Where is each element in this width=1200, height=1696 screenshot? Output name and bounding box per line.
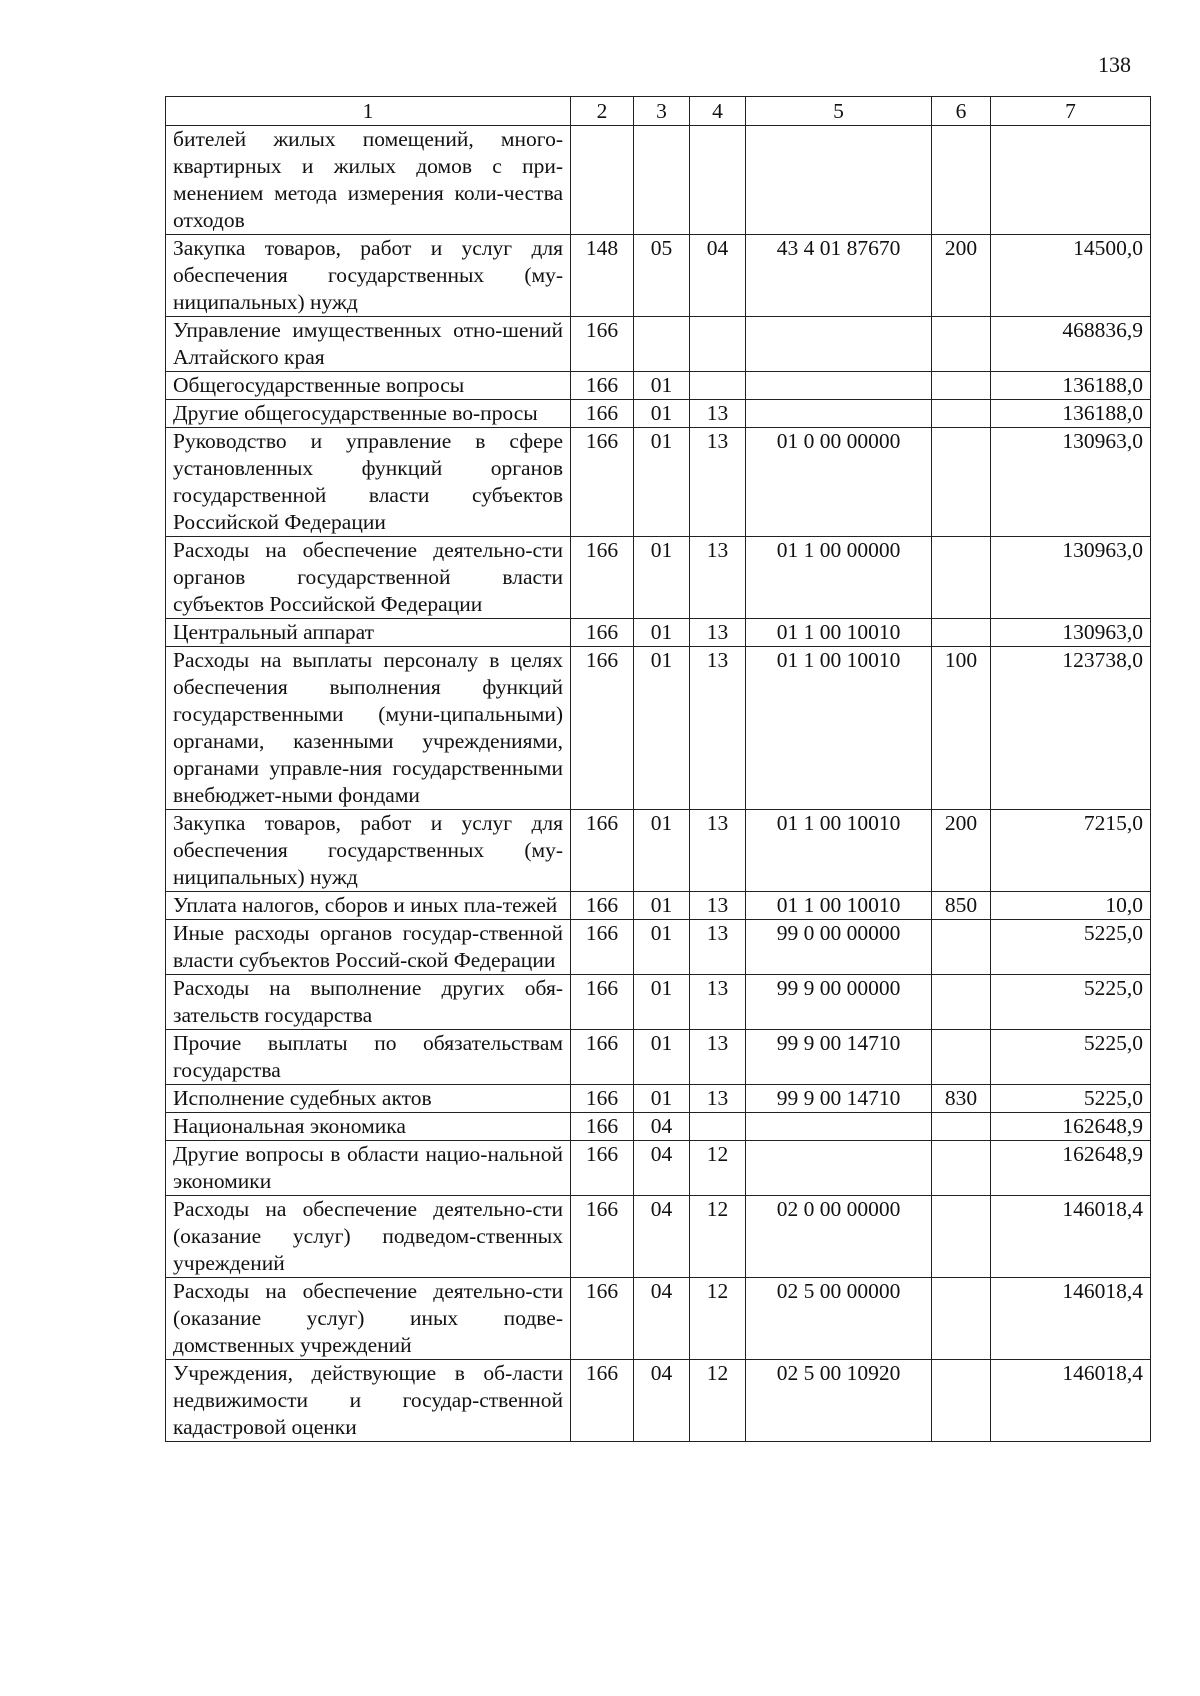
cell-subsection [690, 372, 746, 400]
cell-section: 04 [634, 1196, 690, 1278]
cell-expense-type: 200 [932, 235, 991, 317]
cell-name: Расходы на выполнение других обя-зательств государства [166, 975, 571, 1030]
cell-name: Закупка товаров, работ и услуг для обеспечения государственных (му-ниципальных) нужд [166, 810, 571, 892]
cell-admin-code: 166 [571, 1030, 634, 1085]
cell-subsection [690, 126, 746, 235]
cell-section: 05 [634, 235, 690, 317]
cell-admin-code: 166 [571, 619, 634, 647]
cell-subsection: 13 [690, 537, 746, 619]
cell-admin-code: 166 [571, 400, 634, 428]
cell-expense-type [932, 428, 991, 537]
cell-section: 01 [634, 810, 690, 892]
cell-expense-type [932, 1141, 991, 1196]
table-row [166, 372, 1151, 400]
cell-target-article: 01 1 00 00000 [746, 537, 932, 619]
cell-admin-code: 166 [571, 892, 634, 920]
cell-target-article: 02 0 00 00000 [746, 1196, 932, 1278]
cell-amount: 468836,9 [991, 317, 1151, 372]
cell-expense-type [932, 1113, 991, 1141]
cell-expense-type [932, 317, 991, 372]
cell-section [634, 317, 690, 372]
cell-expense-type [932, 537, 991, 619]
cell-subsection: 12 [690, 1278, 746, 1360]
cell-amount: 130963,0 [991, 428, 1151, 537]
cell-admin-code: 166 [571, 810, 634, 892]
cell-name: Расходы на обеспечение деятельно-сти (оказание услуг) иных подве-домственных учреждений [166, 1278, 571, 1360]
cell-admin-code [571, 126, 634, 235]
cell-subsection: 13 [690, 400, 746, 428]
cell-target-article: 02 5 00 10920 [746, 1360, 932, 1442]
cell-expense-type: 200 [932, 810, 991, 892]
cell-target-article [746, 126, 932, 235]
cell-target-article: 01 1 00 10010 [746, 647, 932, 810]
cell-admin-code: 166 [571, 428, 634, 537]
cell-name: Закупка товаров, работ и услуг для обеспечения государственных (му-ниципальных) нужд [166, 235, 571, 317]
cell-section: 04 [634, 1141, 690, 1196]
cell-name: Национальная экономика [166, 1113, 571, 1141]
table-header [166, 97, 1151, 126]
table-row [166, 126, 1151, 235]
cell-target-article: 43 4 01 87670 [746, 235, 932, 317]
cell-expense-type [932, 400, 991, 428]
cell-expense-type: 850 [932, 892, 991, 920]
cell-subsection [690, 317, 746, 372]
cell-section [634, 126, 690, 235]
table-row [166, 1030, 1151, 1085]
cell-target-article: 01 1 00 10010 [746, 619, 932, 647]
table-row [166, 1085, 1151, 1113]
table-row [166, 810, 1151, 892]
cell-expense-type [932, 975, 991, 1030]
cell-subsection [690, 1113, 746, 1141]
cell-subsection: 13 [690, 892, 746, 920]
cell-admin-code: 166 [571, 1141, 634, 1196]
cell-amount: 162648,9 [991, 1141, 1151, 1196]
cell-expense-type [932, 1360, 991, 1442]
table-row [166, 1278, 1151, 1360]
cell-section: 01 [634, 400, 690, 428]
cell-target-article: 99 9 00 00000 [746, 975, 932, 1030]
cell-name: Другие вопросы в области нацио-нальной экономики [166, 1141, 571, 1196]
cell-admin-code: 166 [571, 1196, 634, 1278]
cell-name: Учреждения, действующие в об-ласти недвижимости и государ-ственной кадастровой оценки [166, 1360, 571, 1442]
cell-amount: 146018,4 [991, 1196, 1151, 1278]
cell-target-article [746, 400, 932, 428]
cell-amount: 162648,9 [991, 1113, 1151, 1141]
cell-subsection: 13 [690, 1030, 746, 1085]
table-body [166, 126, 1151, 1442]
table-row [166, 317, 1151, 372]
page-number: 138 [1098, 52, 1131, 77]
cell-admin-code: 166 [571, 920, 634, 975]
cell-amount: 10,0 [991, 892, 1151, 920]
cell-amount: 123738,0 [991, 647, 1151, 810]
cell-name: Уплата налогов, сборов и иных пла-тежей [166, 892, 571, 920]
cell-expense-type: 100 [932, 647, 991, 810]
cell-admin-code: 166 [571, 317, 634, 372]
table-row [166, 647, 1151, 810]
cell-expense-type [932, 1278, 991, 1360]
table-row [166, 537, 1151, 619]
cell-target-article: 99 9 00 14710 [746, 1085, 932, 1113]
cell-amount: 5225,0 [991, 1085, 1151, 1113]
cell-target-article: 02 5 00 00000 [746, 1278, 932, 1360]
cell-name: Общегосударственные вопросы [166, 372, 571, 400]
cell-expense-type [932, 372, 991, 400]
cell-target-article: 99 0 00 00000 [746, 920, 932, 975]
cell-name: Прочие выплаты по обязательствам государства [166, 1030, 571, 1085]
cell-admin-code: 166 [571, 1278, 634, 1360]
cell-subsection: 13 [690, 428, 746, 537]
cell-section: 01 [634, 428, 690, 537]
cell-section: 01 [634, 975, 690, 1030]
cell-subsection: 13 [690, 810, 746, 892]
cell-subsection: 13 [690, 975, 746, 1030]
cell-section: 01 [634, 892, 690, 920]
cell-target-article: 01 1 00 10010 [746, 810, 932, 892]
cell-admin-code: 166 [571, 975, 634, 1030]
cell-amount: 5225,0 [991, 920, 1151, 975]
cell-subsection: 13 [690, 920, 746, 975]
cell-amount: 7215,0 [991, 810, 1151, 892]
column-header-6: 6 [932, 97, 991, 126]
cell-amount: 5225,0 [991, 975, 1151, 1030]
cell-target-article: 01 0 00 00000 [746, 428, 932, 537]
cell-admin-code: 166 [571, 1113, 634, 1141]
cell-target-article: 99 9 00 14710 [746, 1030, 932, 1085]
cell-expense-type [932, 1196, 991, 1278]
cell-expense-type [932, 920, 991, 975]
cell-amount [991, 126, 1151, 235]
cell-target-article [746, 372, 932, 400]
cell-subsection: 12 [690, 1360, 746, 1442]
cell-admin-code: 166 [571, 1360, 634, 1442]
cell-subsection: 13 [690, 647, 746, 810]
cell-name: Управление имущественных отно-шений Алтайского края [166, 317, 571, 372]
table-row [166, 892, 1151, 920]
table-row [166, 1360, 1151, 1442]
cell-section: 01 [634, 537, 690, 619]
column-header-3: 3 [634, 97, 690, 126]
cell-target-article [746, 317, 932, 372]
table-row [166, 1113, 1151, 1141]
cell-expense-type [932, 1030, 991, 1085]
column-header-4: 4 [690, 97, 746, 126]
header-row [166, 97, 1151, 126]
table-row [166, 975, 1151, 1030]
cell-admin-code: 148 [571, 235, 634, 317]
column-header-2: 2 [571, 97, 634, 126]
cell-amount: 136188,0 [991, 400, 1151, 428]
cell-amount: 130963,0 [991, 619, 1151, 647]
cell-target-article [746, 1141, 932, 1196]
table-row [166, 1141, 1151, 1196]
cell-admin-code: 166 [571, 372, 634, 400]
cell-admin-code: 166 [571, 1085, 634, 1113]
cell-expense-type [932, 126, 991, 235]
cell-amount: 136188,0 [991, 372, 1151, 400]
cell-subsection: 12 [690, 1196, 746, 1278]
column-header-1: 1 [166, 97, 571, 126]
table-row [166, 619, 1151, 647]
cell-amount: 5225,0 [991, 1030, 1151, 1085]
cell-amount: 130963,0 [991, 537, 1151, 619]
cell-name: Исполнение судебных актов [166, 1085, 571, 1113]
cell-section: 04 [634, 1278, 690, 1360]
cell-section: 01 [634, 372, 690, 400]
table-row [166, 1196, 1151, 1278]
cell-subsection: 12 [690, 1141, 746, 1196]
cell-name: Иные расходы органов государ-ственной власти субъектов Россий-ской Федерации [166, 920, 571, 975]
budget-table [165, 96, 1151, 1442]
cell-subsection: 04 [690, 235, 746, 317]
cell-name: бителей жилых помещений, много-квартирных и жилых домов с при-менением метода измерения коли-чества отходов [166, 126, 571, 235]
cell-target-article: 01 1 00 10010 [746, 892, 932, 920]
cell-name: Другие общегосударственные во-просы [166, 400, 571, 428]
cell-section: 04 [634, 1360, 690, 1442]
cell-amount: 146018,4 [991, 1278, 1151, 1360]
cell-name: Центральный аппарат [166, 619, 571, 647]
cell-section: 01 [634, 920, 690, 975]
cell-section: 04 [634, 1113, 690, 1141]
cell-name: Расходы на выплаты персоналу в целях обеспечения выполнения функций государственными (муни-ципальными) органами, казенными учреждениями, органами управле-ния государственными внебюджет-ными фондами [166, 647, 571, 810]
table-row [166, 920, 1151, 975]
cell-subsection: 13 [690, 1085, 746, 1113]
cell-section: 01 [634, 1030, 690, 1085]
column-header-5: 5 [746, 97, 932, 126]
cell-name: Руководство и управление в сфере установленных функций органов государственной власти субъектов Российской Федерации [166, 428, 571, 537]
table-row [166, 400, 1151, 428]
cell-name: Расходы на обеспечение деятельно-сти органов государственной власти субъектов Российской Федерации [166, 537, 571, 619]
table-row [166, 235, 1151, 317]
cell-admin-code: 166 [571, 537, 634, 619]
cell-section: 01 [634, 1085, 690, 1113]
cell-amount: 14500,0 [991, 235, 1151, 317]
cell-target-article [746, 1113, 932, 1141]
cell-admin-code: 166 [571, 647, 634, 810]
cell-expense-type: 830 [932, 1085, 991, 1113]
cell-name: Расходы на обеспечение деятельно-сти (оказание услуг) подведом-ственных учреждений [166, 1196, 571, 1278]
cell-section: 01 [634, 619, 690, 647]
column-header-7: 7 [991, 97, 1151, 126]
table-row [166, 428, 1151, 537]
cell-expense-type [932, 619, 991, 647]
cell-subsection: 13 [690, 619, 746, 647]
cell-section: 01 [634, 647, 690, 810]
cell-amount: 146018,4 [991, 1360, 1151, 1442]
